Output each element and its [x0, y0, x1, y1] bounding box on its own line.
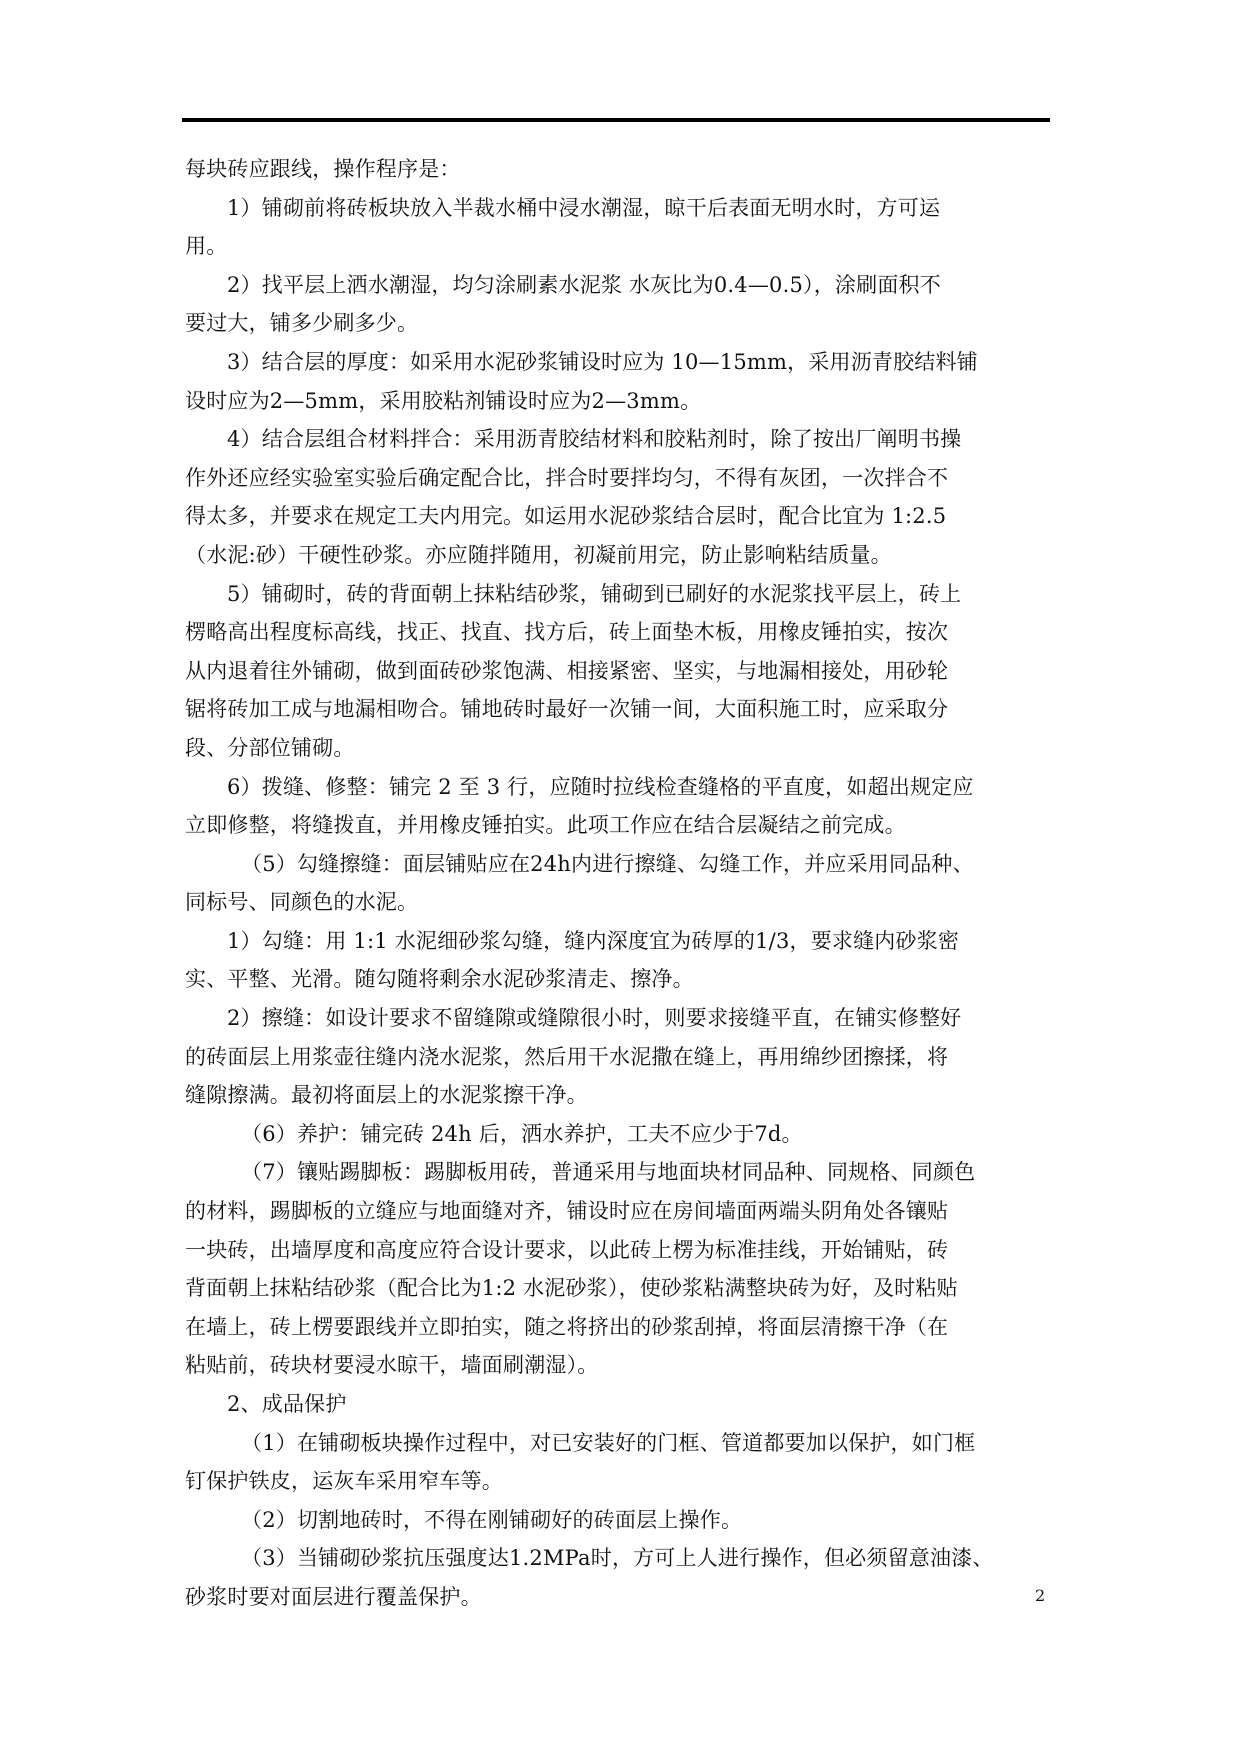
text-line: 用。 [185, 234, 228, 259]
text-line: 砂浆时要对面层进行覆盖保护。 [185, 1584, 482, 1609]
text-line: 6）拨缝、修整：铺完 2 至 3 行，应随时拉线检查缝格的平直度，如超出规定应 [227, 774, 974, 799]
text-line: 段、分部位铺砌。 [185, 735, 355, 760]
text-line: 设时应为2—5mm，采用胶粘剂铺设时应为2—3mm。 [185, 388, 702, 413]
text-line: 缝隙擦满。最初将面层上的水泥浆擦干净。 [185, 1083, 588, 1108]
text-line: 作外还应经实验室实验后确定配合比，拌合时要拌均匀，不得有灰团，一次拌合不 [185, 465, 949, 490]
text-line: 的砖面层上用浆壶往缝内浇水泥浆，然后用干水泥撒在缝上，再用绵纱团擦揉，将 [185, 1044, 949, 1069]
text-line: 同标号、同颜色的水泥。 [185, 890, 419, 915]
text-line: 2）擦缝：如设计要求不留缝隙或缝隙很小时，则要求接缝平直，在铺实修整好 [227, 1006, 962, 1031]
text-line: （3）当铺砌砂浆抗压强度达1.2MPa时，方可上人进行操作，但必须留意油漆、 [241, 1546, 994, 1571]
text-line: 1）铺砌前将砖板块放入半裁水桶中浸水潮湿，晾干后表面无明水时，方可运 [227, 195, 941, 220]
text-line: 2）找平层上洒水潮湿，均匀涂刷素水泥浆 水灰比为0.4—0.5），涂刷面积不 [227, 272, 941, 297]
text-line: 每块砖应跟线，操作程序是： [185, 157, 461, 181]
text-line: 背面朝上抹粘结砂浆（配合比为1:2 水泥砂浆），使砂浆粘满整块砖为好，及时粘贴 [185, 1276, 958, 1301]
text-line: 锯将砖加工成与地漏相吻合。铺地砖时最好一次铺一间，大面积施工时，应采取分 [185, 697, 949, 722]
text-line: 实、平整、光滑。随勾随将剩余水泥砂浆清走、擦净。 [185, 967, 694, 992]
text-line: 在墙上，砖上楞要跟线并立即拍实，随之将挤出的砂浆刮掉，将面层清擦干净（在 [185, 1314, 949, 1339]
text-line: 4）结合层组合材料拌合：采用沥青胶结材料和胶粘剂时，除了按出厂阐明书操 [227, 427, 962, 452]
text-line: 楞略高出程度标高线，找正、找直、找方后，砖上面垫木板，用橡皮锤拍实，按次 [185, 620, 949, 645]
text-line: 得太多，并要求在规定工夫内用完。如运用水泥砂浆结合层时，配合比宜为 1:2.5 [185, 504, 947, 529]
document-body [185, 150, 1090, 1617]
text-line: （1）在铺砌板块操作过程中，对已安装好的门框、管道都要加以保护，如门框 [241, 1430, 976, 1455]
text-line: 要过大，铺多少刷多少。 [185, 311, 419, 336]
text-line: 3）结合层的厚度：如采用水泥砂浆铺设时应为 10—15mm，采用沥青胶结料铺 [227, 349, 978, 374]
page-number: 2 [1035, 1586, 1046, 1605]
text-line: 1）勾缝：用 1:1 水泥细砂浆勾缝，缝内深度宜为砖厚的1/3，要求缝内砂浆密 [227, 928, 960, 953]
text-line: （5）勾缝擦缝：面层铺贴应在24h内进行擦缝、勾缝工作，并应采用同品种、 [241, 851, 974, 876]
text-line: 粘贴前，砖块材要浸水晾干，墙面刷潮湿）。 [185, 1353, 599, 1378]
text-line: 2、成品保护 [227, 1392, 347, 1416]
text-line: （7）镶贴踢脚板：踢脚板用砖，普通采用与地面块材同品种、同规格、同颜色 [241, 1160, 976, 1185]
text-line: 的材料，踢脚板的立缝应与地面缝对齐，铺设时应在房间墙面两端头阴角处各镶贴 [185, 1199, 949, 1224]
text-line: （6）养护：铺完砖 24h 后，洒水养护，工夫不应少于7d。 [241, 1121, 803, 1146]
text-line: 5）铺砌时，砖的背面朝上抹粘结砂浆，铺砌到已刷好的水泥浆找平层上，砖上 [227, 581, 962, 606]
text-line: （水泥:砂）干硬性砂浆。亦应随拌随用，初凝前用完，防止影响粘结质量。 [185, 542, 892, 567]
text-line: 一块砖，出墙厚度和高度应符合设计要求，以此砖上楞为标准挂线，开始铺贴，砖 [185, 1237, 949, 1262]
text-line: 钉保护铁皮，运灰车采用窄车等。 [185, 1469, 503, 1494]
text-line: 立即修整，将缝拨直，并用橡皮锤拍实。此项工作应在结合层凝结之前完成。 [185, 813, 906, 838]
header-rule [182, 118, 1050, 122]
text-line: 从内退着往外铺砌，做到面砖砂浆饱满、相接紧密、坚实，与地漏相接处，用砂轮 [185, 658, 949, 683]
text-line: （2）切割地砖时，不得在刚铺砌好的砖面层上操作。 [241, 1507, 743, 1532]
